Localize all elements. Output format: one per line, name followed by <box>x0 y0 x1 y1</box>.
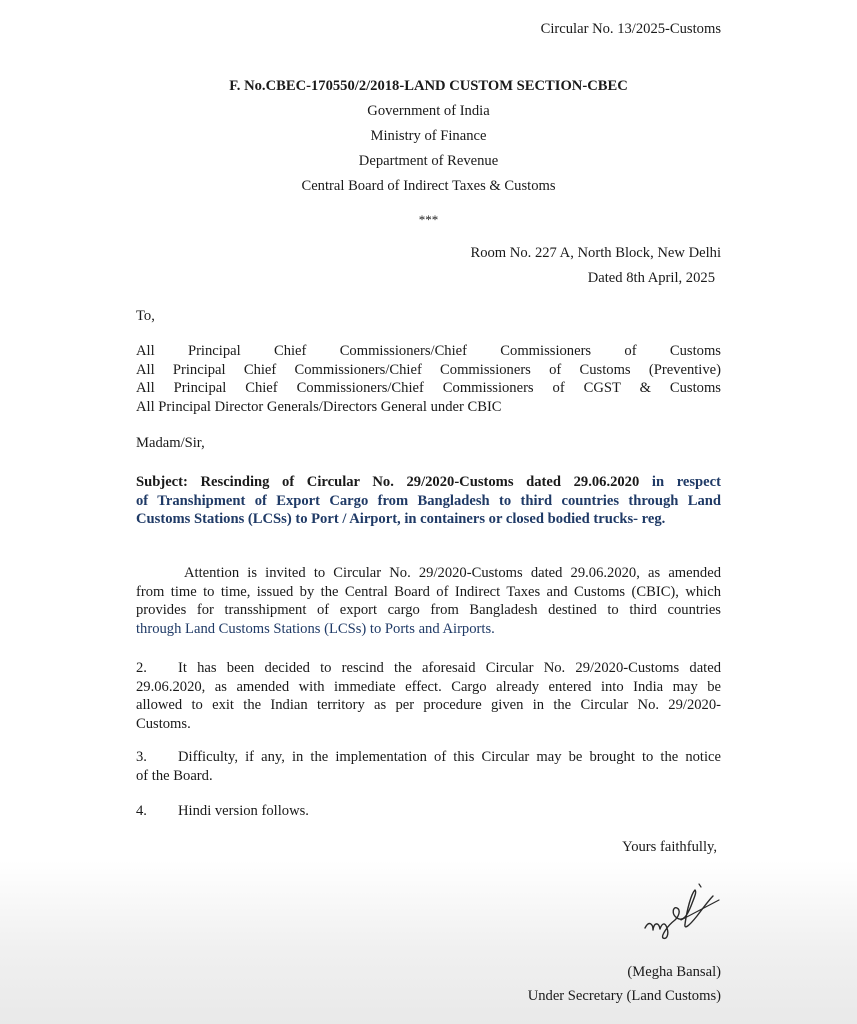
signatory-designation: Under Secretary (Land Customs) <box>527 988 721 1004</box>
paragraph-1 <box>136 564 721 638</box>
paragraph-2 <box>136 659 721 733</box>
subject-line-1-tail: in respect <box>651 474 721 490</box>
separator: *** <box>418 212 439 227</box>
ministry-line: Ministry of Finance <box>370 128 487 144</box>
valediction: Yours faithfully, <box>622 839 717 855</box>
department-line: Department of Revenue <box>358 153 499 169</box>
subject-line-1-main: Subject: Rescinding of Circular No. 29/2020-Customs dated 29.06.2020 <box>136 474 640 490</box>
recipient-item: All Principal Chief Commissioners/Chief Commissioners of Customs (Preventive) <box>136 361 721 378</box>
subject-block <box>136 473 721 529</box>
paragraph-4 <box>136 804 309 819</box>
paragraph-3-line-1: Difficulty, if any, in the implementation of this Circular may be brought to the notice <box>178 749 721 765</box>
paragraph-4-text: Hindi version follows. <box>178 803 309 819</box>
office-address: Room No. 227 A, North Block, New Delhi <box>470 245 721 261</box>
signatory-name: (Megha Bansal) <box>627 964 721 980</box>
recipient-item: All Principal Chief Commissioners/Chief Commissioners of CGST & Customs <box>136 380 721 396</box>
recipient-item: All Principal Director Generals/Directors General under CBIC <box>136 398 502 415</box>
government-line: Government of India <box>367 103 490 119</box>
document-date: Dated 8th April, 2025 <box>587 270 715 286</box>
paragraph-2-line-4: Customs. <box>136 715 191 732</box>
paragraph-3 <box>136 748 721 785</box>
board-line: Central Board of Indirect Taxes & Customs <box>301 178 556 194</box>
file-number: F. No.CBEC-170550/2/2018-LAND CUSTOM SECTION-CBEC <box>229 78 628 94</box>
subject-line-3: Customs Stations (LCSs) to Port / Airport, in containers or closed bodied trucks- reg. <box>136 511 666 527</box>
paragraph-2-line-2: 29.06.2020, as amended with immediate effect. Cargo already entered into India may be <box>136 678 721 695</box>
paragraph-1-line-3: provides for transshipment of export cargo from Bangladesh destined to third countries <box>136 602 721 618</box>
paragraph-3-number: 3. <box>136 749 147 765</box>
paragraph-4-number: 4. <box>136 803 147 819</box>
paragraph-1-line-4: through Land Customs Stations (LCSs) to Ports and Airports. <box>136 620 495 637</box>
subject-line-2: of Transhipment of Export Cargo from Bangladesh to third countries through Land <box>136 492 721 509</box>
paragraph-1-line-1: Attention is invited to Circular No. 29/2020-Customs dated 29.06.2020, as amended <box>184 565 721 581</box>
to-line: To, <box>136 308 155 324</box>
paragraph-2-number: 2. <box>136 660 147 676</box>
recipient-item: All Principal Chief Commissioners/Chief Commissioners of Customs <box>136 343 721 359</box>
paragraph-2-line-1: It has been decided to rescind the aforesaid Circular No. 29/2020-Customs dated <box>178 660 721 676</box>
paragraph-2-line-3: allowed to exit the Indian territory as per procedure given in the Circular No. 29/2020- <box>136 697 721 713</box>
paragraph-1-line-2: from time to time, issued by the Central Board of Indirect Taxes and Customs (CBIC), which <box>136 583 721 600</box>
signature-image <box>641 880 726 942</box>
paragraph-3-line-2: of the Board. <box>136 767 213 784</box>
subject-line-1 <box>136 473 721 492</box>
circular-number: Circular No. 13/2025-Customs <box>540 21 721 37</box>
greeting: Madam/Sir, <box>136 435 205 451</box>
recipient-list <box>136 342 721 416</box>
